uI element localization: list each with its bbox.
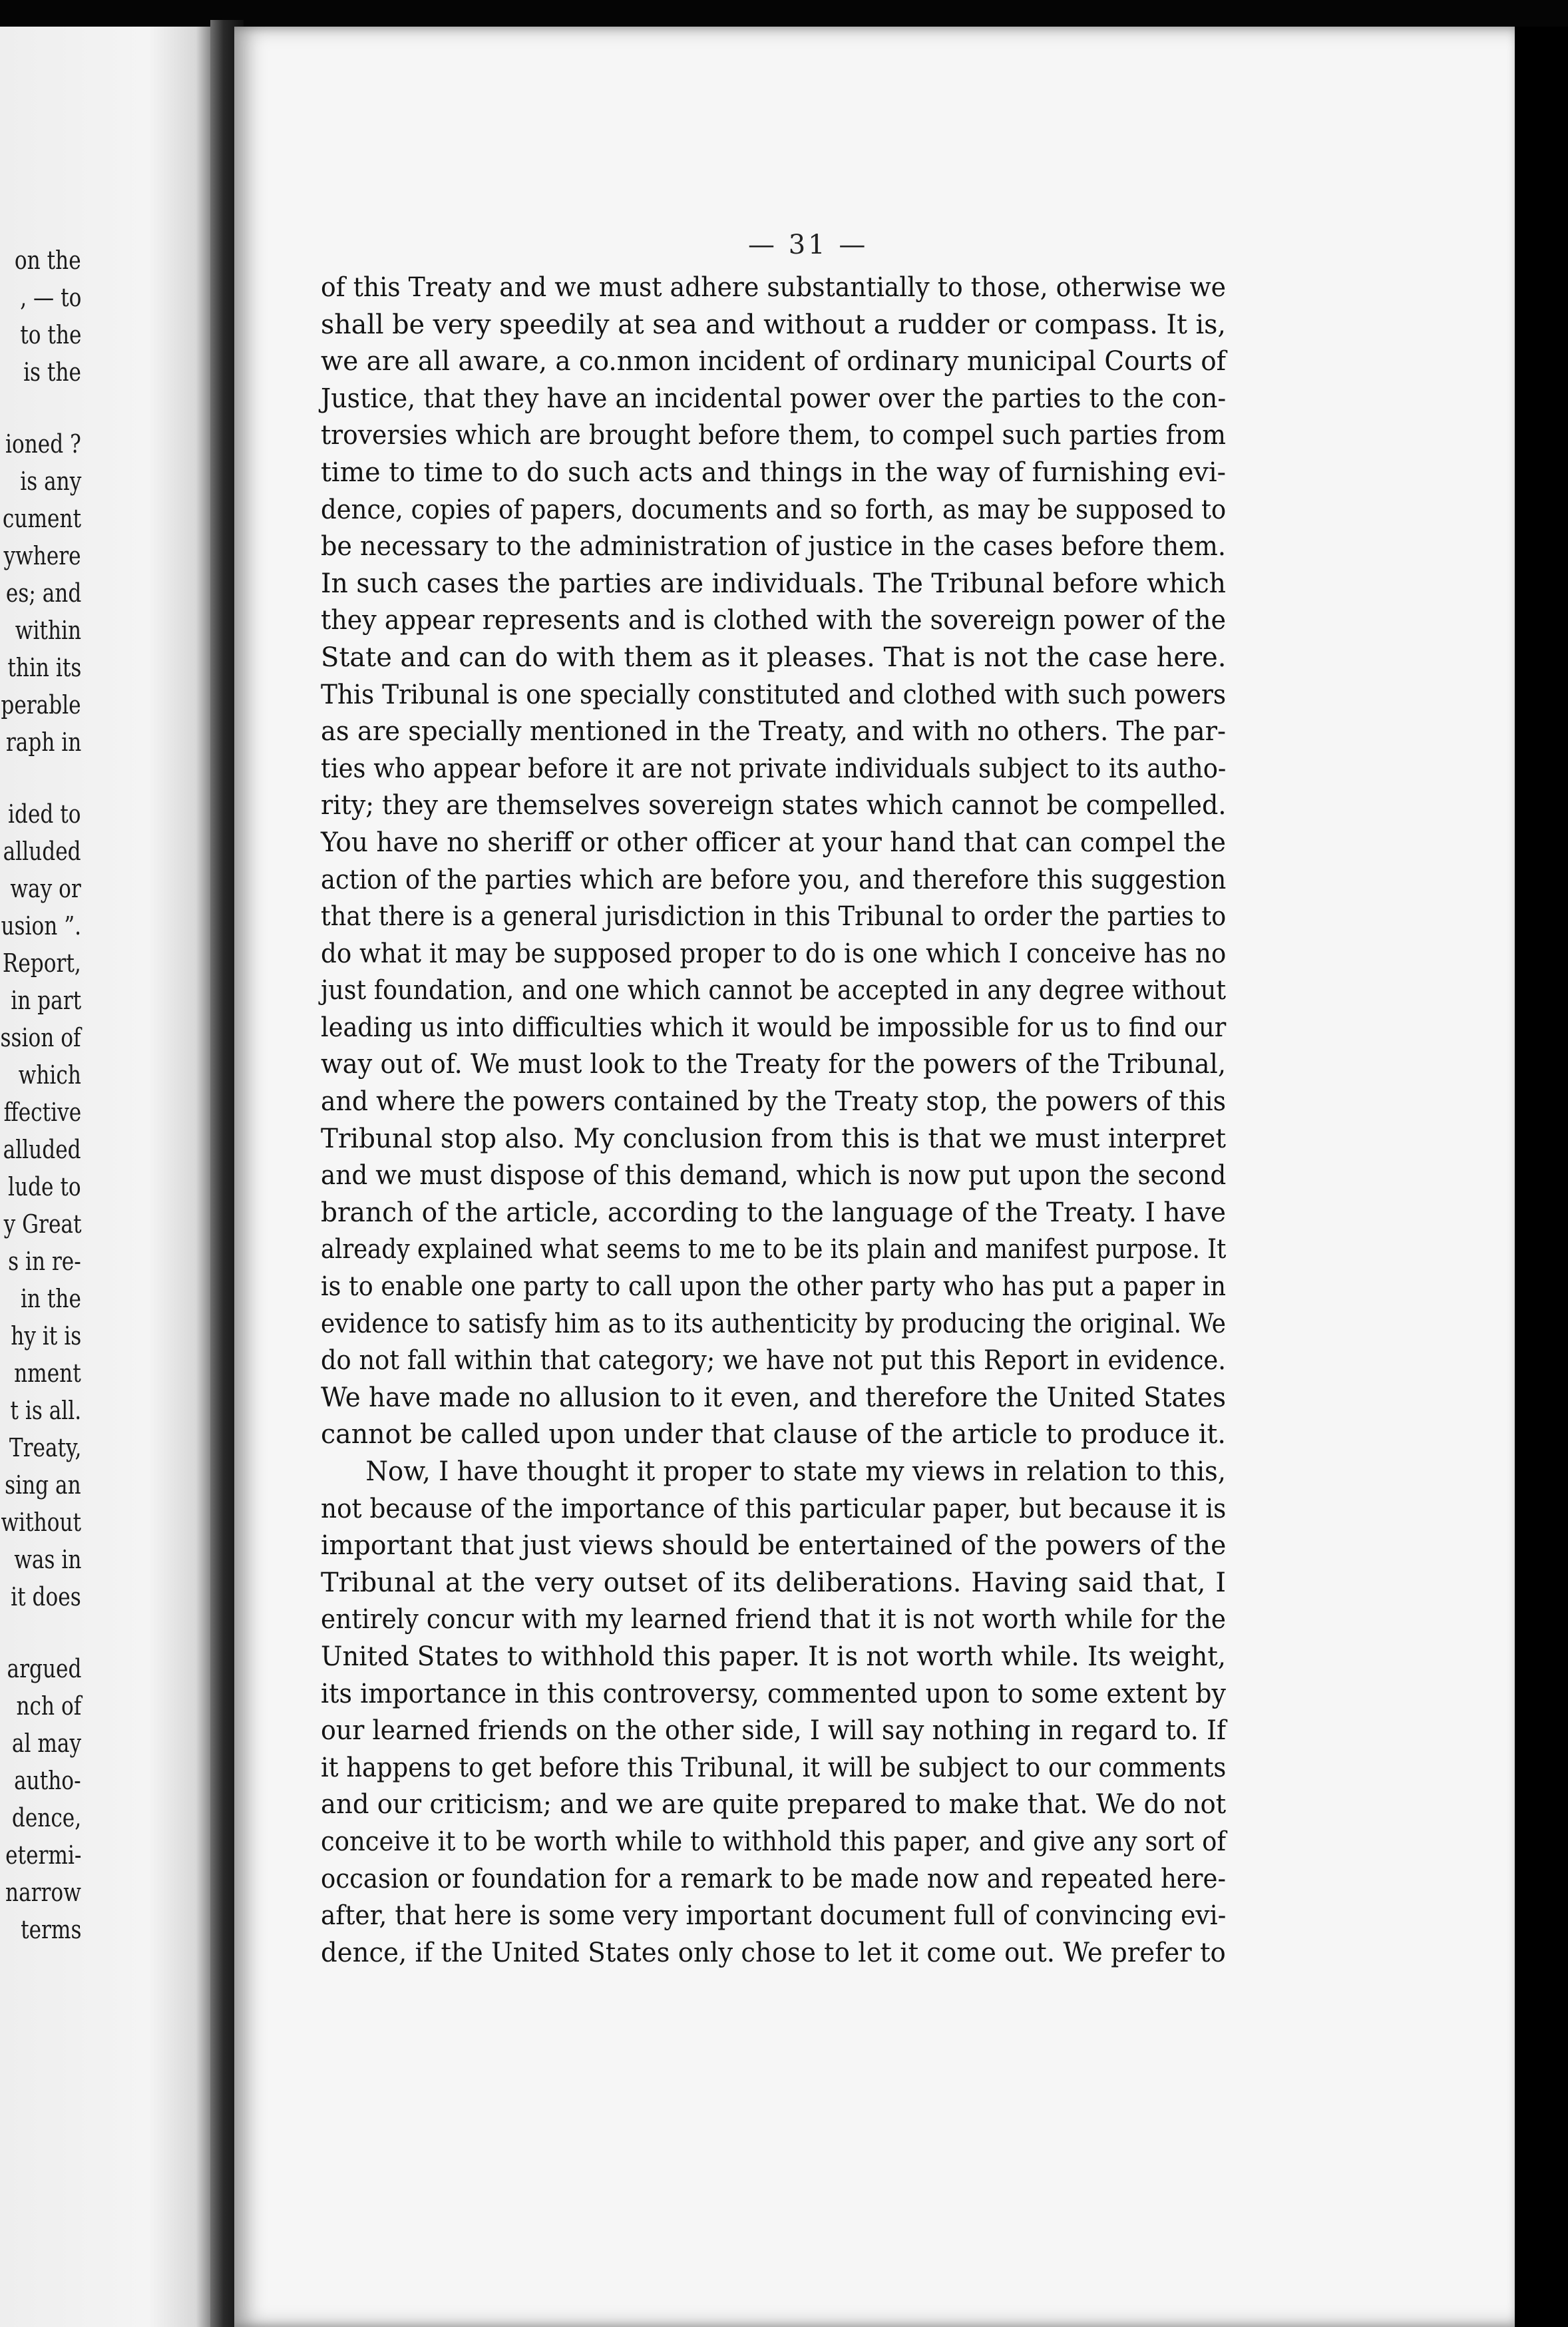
previous-page-line: terms bbox=[20, 1915, 81, 1944]
previous-page-line: ywhere bbox=[3, 541, 81, 570]
body-text-line: Now, I have thought it proper to state my views in relation to this, bbox=[365, 1456, 1226, 1487]
previous-page-line: raph in bbox=[5, 728, 81, 757]
body-text-line: we are all aware, a co.nmon incident of ordinary municipal Courts of bbox=[321, 346, 1226, 377]
previous-page-line: without bbox=[1, 1508, 81, 1537]
body-text-line: entirely concur with my learned friend that it is not worth while for the bbox=[321, 1604, 1226, 1635]
body-text-line: do not fall within that category; we have not put this Report in evidence. bbox=[321, 1345, 1226, 1376]
previous-page-line: s in re- bbox=[8, 1247, 81, 1276]
body-text-line: already explained what seems to me to be its plain and manifest purpose. It bbox=[321, 1234, 1227, 1265]
previous-page-line: it does bbox=[11, 1582, 81, 1611]
previous-page-line: alluded bbox=[3, 837, 81, 866]
previous-page-line: perable bbox=[1, 690, 81, 720]
body-text-line: after, that here is some very important document full of convincing evi- bbox=[321, 1900, 1227, 1932]
previous-page-sliver bbox=[0, 27, 213, 2327]
body-text-line: is to enable one party to call upon the other party who has put a paper in bbox=[321, 1271, 1226, 1303]
body-text-line: United States to withhold this paper. It is not worth while. Its weight, bbox=[321, 1641, 1227, 1672]
body-text-line: In such cases the parties are individuals. The Tribunal before which bbox=[321, 568, 1226, 599]
previous-page-line: hy it is bbox=[11, 1321, 81, 1351]
body-text-line: We have made no allusion to it even, and therefore the United States bbox=[321, 1382, 1226, 1413]
previous-page-line: in part bbox=[11, 986, 81, 1015]
body-text-line: rity; they are themselves sovereign states which cannot be compelled. bbox=[321, 790, 1227, 821]
previous-page-line: ioned ? bbox=[5, 429, 81, 459]
body-text-line: shall be very speedily at sea and without a rudder or compass. It is, bbox=[321, 309, 1226, 340]
body-text-line: it happens to get before this Tribunal, it will be subject to our comments bbox=[321, 1752, 1227, 1783]
previous-page-line: al may bbox=[11, 1729, 81, 1758]
body-text-line: be necessary to the administration of justice in the cases before them. bbox=[321, 531, 1226, 562]
body-text-line: time to time to do such acts and things in the way of furnishing evi- bbox=[321, 457, 1226, 488]
previous-page-line: narrow bbox=[5, 1878, 81, 1907]
body-text-line: State and can do with them as it pleases. That is not the case here. bbox=[321, 642, 1227, 673]
previous-page-line: argued bbox=[7, 1654, 81, 1683]
previous-page-line: etermi- bbox=[5, 1840, 81, 1870]
body-text-line: and we must dispose of this demand, which is now put upon the second bbox=[321, 1160, 1227, 1191]
previous-page-line: , — to bbox=[19, 283, 81, 312]
body-text-line: evidence to satisfy him as to its authenticity by producing the original. We bbox=[321, 1308, 1226, 1339]
previous-page-line: thin its bbox=[7, 653, 81, 682]
previous-page-line: y Great bbox=[3, 1209, 81, 1239]
previous-page-line: which bbox=[18, 1060, 81, 1090]
body-text-line: branch of the article, according to the language of the Treaty. I have bbox=[321, 1197, 1226, 1228]
previous-page-line: on the bbox=[15, 246, 81, 275]
previous-page-line: way or bbox=[10, 874, 81, 903]
previous-page-line: t is all. bbox=[10, 1396, 81, 1425]
body-text-line: ties who appear before it are not private individuals subject to its autho- bbox=[321, 753, 1227, 784]
previous-page-line: sing an bbox=[5, 1470, 81, 1500]
body-text-line: important that just views should be entertained of the powers of the bbox=[321, 1530, 1227, 1562]
previous-page-line: Report, bbox=[3, 949, 81, 978]
previous-page-line: is any bbox=[19, 467, 81, 496]
previous-page-line: autho- bbox=[14, 1766, 81, 1795]
previous-page-line: ided to bbox=[8, 799, 81, 829]
body-text-line: Tribunal stop also. My conclusion from this is that we must interpret bbox=[321, 1123, 1226, 1154]
page-edge-shadow bbox=[1515, 27, 1568, 2327]
body-text-line: and where the powers contained by the Treaty stop, the powers of this bbox=[321, 1086, 1226, 1118]
body-text-line: Tribunal at the very outset of its deliberations. Having said that, I bbox=[321, 1567, 1226, 1598]
body-text-line: as are specially mentioned in the Treaty, and with no others. The par- bbox=[321, 716, 1226, 747]
body-text-line: way out of. We must look to the Treaty for the powers of the Tribunal, bbox=[321, 1049, 1226, 1080]
body-text-line: of this Treaty and we must adhere substantially to those, otherwise we bbox=[321, 272, 1226, 303]
body-text-line: Justice, that they have an incidental power over the parties to the con- bbox=[321, 383, 1227, 414]
body-text-line: that there is a general jurisdiction in this Tribunal to order the parties to bbox=[321, 901, 1227, 933]
previous-page-line: was in bbox=[13, 1545, 81, 1574]
previous-page-line: alluded bbox=[3, 1135, 81, 1164]
previous-page-line: ssion of bbox=[1, 1023, 81, 1052]
body-text-line: dence, copies of papers, documents and so forth, as may be supposed to bbox=[321, 494, 1227, 525]
body-text-line: cannot be called upon under that clause of the article to produce it. bbox=[321, 1419, 1226, 1450]
body-text-line: leading us into difficulties which it would be impossible for us to find our bbox=[321, 1012, 1227, 1043]
previous-page-line: lude to bbox=[8, 1172, 81, 1201]
previous-page-line: to the bbox=[19, 320, 81, 349]
body-text-line: not because of the importance of this particular paper, but because it is bbox=[321, 1493, 1227, 1524]
previous-page-line: Treaty, bbox=[9, 1433, 81, 1462]
body-text-line: dence, if the United States only chose to let it come out. We prefer to bbox=[321, 1937, 1226, 1968]
previous-page-line: within bbox=[15, 616, 81, 645]
body-text-line: do what it may be supposed proper to do is one which I conceive has no bbox=[321, 938, 1227, 969]
body-text-line: This Tribunal is one specially constituted and clothed with such powers bbox=[321, 679, 1227, 710]
body-text-line: action of the parties which are before you, and therefore this suggestion bbox=[321, 864, 1227, 895]
body-text-line: just foundation, and one which cannot be accepted in any degree without bbox=[321, 975, 1226, 1006]
previous-page-line: in the bbox=[21, 1284, 81, 1313]
body-text-line: You have no sheriff or other officer at your hand that can compel the bbox=[321, 827, 1226, 858]
previous-page-line: es; and bbox=[5, 578, 81, 608]
body-text-line: occasion or foundation for a remark to be made now and repeated here- bbox=[321, 1863, 1226, 1894]
previous-page-line: ffective bbox=[3, 1098, 81, 1127]
page-body-text bbox=[321, 270, 1226, 1972]
body-text-line: its importance in this controversy, commented upon to some extent by bbox=[321, 1678, 1226, 1709]
previous-page-line: nch of bbox=[16, 1691, 81, 1721]
body-text-line: our learned friends on the other side, I will say nothing in regard to. If bbox=[321, 1715, 1226, 1747]
body-text-line: troversies which are brought before them, to compel such parties from bbox=[321, 420, 1226, 451]
previous-page-line: usion ”. bbox=[1, 911, 81, 941]
previous-page-line: cument bbox=[2, 504, 81, 533]
page-number-header: — 31 — bbox=[748, 230, 869, 260]
body-text-line: and our criticism; and we are quite prepared to make that. We do not bbox=[321, 1789, 1227, 1820]
body-text-line: conceive it to be worth while to withhold this paper, and give any sort of bbox=[321, 1826, 1226, 1857]
previous-page-line: dence, bbox=[11, 1803, 81, 1832]
previous-page-line: nment bbox=[14, 1359, 81, 1388]
body-text-line: they appear represents and is clothed with the sovereign power of the bbox=[321, 605, 1226, 636]
previous-page-line: is the bbox=[23, 357, 81, 387]
